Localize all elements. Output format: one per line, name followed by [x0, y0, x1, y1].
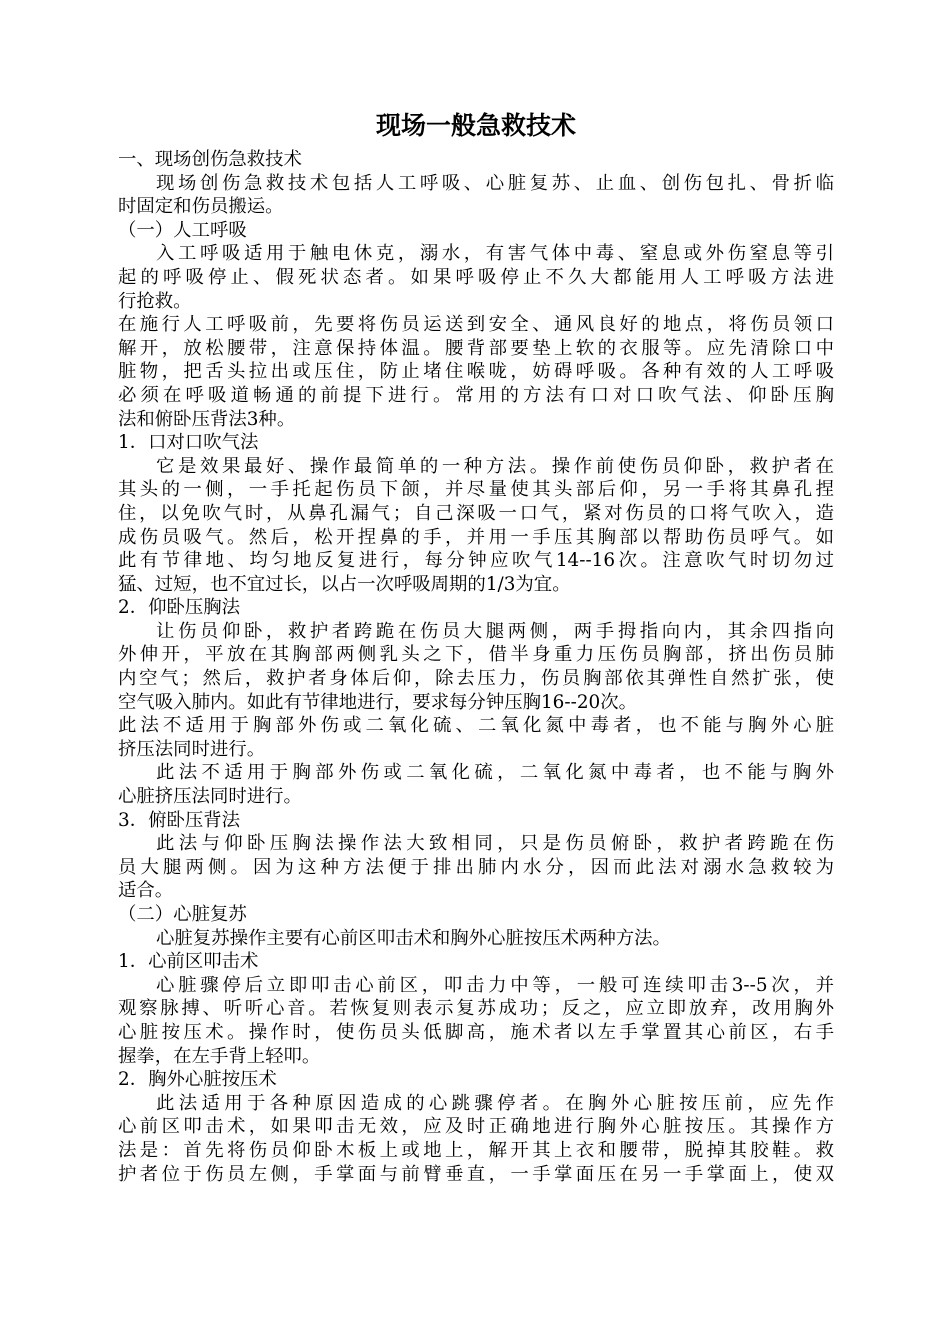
text-line: 脏物，把舌头拉出或压住，防止堵住喉咙，妨碍呼吸。各种有效的人工呼吸	[118, 361, 834, 383]
document-body	[118, 148, 834, 1186]
text-line: 护者位于伤员左侧，手掌面与前臂垂直，一手掌面压在另一手掌面上，使双	[118, 1163, 834, 1185]
document-title: 现场一般急救技术	[375, 111, 576, 140]
text-line: 现场创伤急救技术包括人工呼吸、心脏复苏、止血、创伤包扎、骨折临	[156, 172, 834, 194]
text-line: 此法不适用于胸部外伤或二氧化硫，二氧化氮中毒者，也不能与胸外	[156, 762, 834, 784]
text-line: 心脏挤压法同时进行。	[118, 786, 302, 808]
text-line: 心脏骤停后立即叩击心前区，叩击力中等，一般可连续叩击3--5次，并	[156, 974, 834, 996]
text-line: 法是：首先将伤员仰卧木板上或地上，解开其上衣和腰带，脱掉其胶鞋。救	[118, 1139, 834, 1161]
text-line: 心脏复苏操作主要有心前区叩击术和胸外心脏按压术两种方法。	[156, 927, 671, 949]
text-line: 外伸开，平放在其胸部两侧乳头之下，借半身重力压伤员胸部，挤出伤员肺	[118, 644, 834, 666]
text-line: 猛、过短，也不宜过长，以占一次呼吸周期的1/3为宜。	[118, 573, 571, 595]
text-line: 起的呼吸停止、假死状态者。如果呼吸停止不久大都能用人工呼吸方法进	[118, 266, 834, 288]
text-line: 在施行人工呼吸前，先要将伤员运送到安全、通风良好的地点，将伤员领口	[118, 314, 834, 336]
text-line: 此法不适用于胸部外伤或二氧化硫、二氧化氮中毒者，也不能与胸外心脏	[118, 715, 834, 737]
text-line: 它是效果最好、操作最简单的一种方法。操作前使伤员仰卧，救护者在	[156, 455, 834, 477]
text-line: 一、现场创伤急救技术	[118, 149, 302, 170]
text-line: 法和俯卧压背法3种。	[118, 408, 296, 430]
text-line: 握拳，在左手背上轻叩。	[118, 1045, 321, 1067]
text-line: 适合。	[118, 880, 174, 902]
text-line: 2．仰卧压胸法	[118, 597, 241, 619]
text-line: 让伤员仰卧，救护者跨跪在伤员大腿两侧，两手拇指向内，其余四指向	[156, 620, 834, 642]
text-line: 成伤员吸气。然后，松开捏鼻的手，并用一手压其胸部以帮助伤员呼气。如	[118, 526, 834, 548]
document-page	[118, 104, 834, 1186]
text-line: 内空气；然后，救护者身体后仰，除去压力，伤员胸部依其弹性自然扩张，使	[118, 668, 834, 690]
text-line: （一）人工呼吸	[118, 219, 247, 241]
text-line: 1．口对口吹气法	[118, 432, 259, 454]
text-line: 解开，放松腰带，注意保持体温。腰背部要垫上软的衣服等。应先清除口中	[118, 337, 834, 359]
text-line: 入工呼吸适用于触电休克，溺水，有害气体中毒、窒息或外伤窒息等引	[156, 243, 834, 265]
text-line: 此法适用于各种原因造成的心跳骤停者。在胸外心脏按压前，应先作	[156, 1092, 834, 1114]
text-line: 必须在呼吸道畅通的前提下进行。常用的方法有口对口吹气法、仰卧压胸	[118, 384, 834, 406]
text-line: 此法与仰卧压胸法操作法大致相同，只是伤员俯卧，救护者跨跪在伤	[156, 833, 834, 855]
text-line: 此有节律地、均匀地反复进行，每分钟应吹气14--16次。注意吹气时切勿过	[118, 550, 834, 572]
text-line: 其头的一侧，一手托起伤员下颌，并尽量使其头部后仰，另一手将其鼻孔捏	[118, 479, 834, 501]
text-line: 2．胸外心脏按压术	[118, 1069, 277, 1091]
text-line: 3．俯卧压背法	[118, 809, 241, 831]
text-line: 心前区叩击术，如果叩击无效，应及时正确地进行胸外心脏按压。其操作方	[118, 1116, 834, 1138]
text-line: 时固定和伤员搬运。	[118, 196, 284, 218]
text-line: 住，以免吹气时，从鼻孔漏气；自己深吸一口气，紧对伤员的口将气吹入，造	[118, 502, 834, 524]
text-line: 1．心前区叩击术	[118, 951, 259, 973]
text-line: 员大腿两侧。因为这种方法便于排出肺内水分，因而此法对溺水急救较为	[118, 856, 834, 878]
text-line: （二）心脏复苏	[118, 904, 247, 925]
text-line: 行抢救。	[118, 290, 192, 312]
text-line: 观察脉搏、听听心音。若恢复则表示复苏成功；反之，应立即放弃，改用胸外	[118, 998, 834, 1020]
text-line: 挤压法同时进行。	[118, 738, 266, 760]
text-line: 心脏按压术。操作时，使伤员头低脚高，施术者以左手掌置其心前区，右手	[118, 1021, 834, 1043]
text-line: 空气吸入肺内。如此有节律地进行，要求每分钟压胸16--20次。	[118, 691, 637, 713]
